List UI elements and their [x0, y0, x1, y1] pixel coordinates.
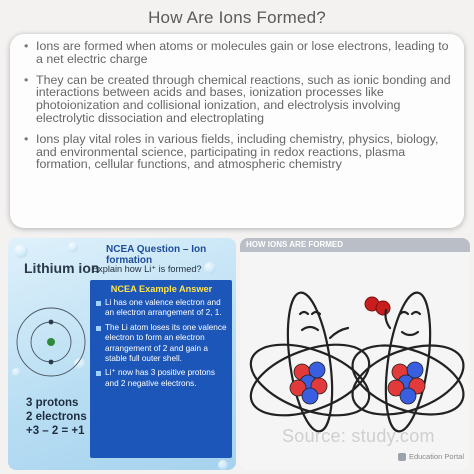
ncea-question-heading: NCEA Question – Ion formation [106, 244, 207, 266]
water-drop-decoration [14, 244, 28, 258]
ion-formation-cartoon-image [240, 238, 470, 470]
ncea-answer-heading: NCEA Example Answer [110, 284, 213, 294]
source-watermark: Source: study.com [282, 426, 435, 446]
summary-bullet: • Ions are formed when atoms or molecules gain or lose electrons, leading to a net electric charge [24, 40, 454, 66]
water-drop-decoration [218, 460, 228, 470]
education-portal-icon [398, 453, 406, 461]
charge-calculation [26, 396, 87, 438]
ncea-question: Explain how Li⁺ is formed? [92, 264, 202, 274]
lithium-atom-diagram [14, 298, 88, 386]
atom-characters-drawing [240, 252, 470, 452]
education-portal-badge [398, 452, 464, 461]
ncea-answer-item: The Li atom loses its one valence electron to form an electron arrangement of 2 and gain a stable full outer shell. [96, 323, 227, 365]
water-drop-decoration [68, 242, 78, 252]
cartoon-header-bar [240, 238, 470, 252]
lithium-ion-slide-image [8, 238, 236, 470]
education-portal-label: Education Portal [408, 452, 464, 461]
cartoon-header: HOW IONS ARE FORMED [246, 240, 344, 249]
summary-list [24, 40, 454, 171]
ncea-answer-box [90, 280, 232, 458]
electron-icon [49, 360, 54, 365]
proton-count: 3 protons [26, 397, 79, 409]
net-charge: +3 – 2 = +1 [26, 425, 85, 437]
lithium-ion-title: Lithium ion [24, 260, 100, 276]
atom-character-right [343, 290, 470, 434]
electron-icon [49, 320, 54, 325]
nucleus-icon [47, 338, 55, 346]
atom-character-left [241, 290, 378, 434]
summary-bullet: • They can be created through chemical reactions, such as ionic bonding and interactions between acids and bases, ionization processes like photoionization and collisional ionization, and electrolysis involving electrolytic dissociation and electroplating [24, 74, 454, 125]
ncea-answer-list [96, 298, 227, 389]
summary-bullet: • Ions play vital roles in various fields, including chemistry, physics, biology, and environmental science, participating in redox reactions, plasma formation, cellular functions, and atmospheric chemistry [24, 133, 454, 171]
page-title: How Are Ions Formed? [148, 8, 326, 27]
nucleus-left-icon [290, 362, 327, 404]
summary-card [10, 34, 464, 228]
electron-count: 2 electrons [26, 411, 87, 423]
ncea-answer-item: Li has one valence electron and an electron arrangement of 2, 1. [96, 298, 227, 319]
nucleus-right-icon [388, 362, 425, 404]
ncea-answer-item: Li⁺ now has 3 positive protons and 2 negative electrons. [96, 368, 227, 389]
